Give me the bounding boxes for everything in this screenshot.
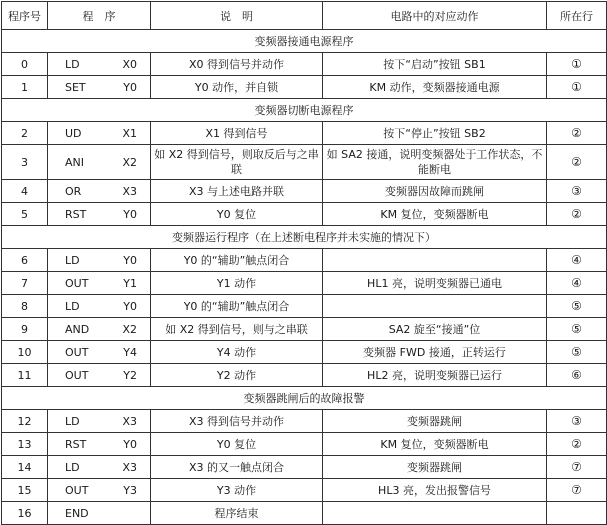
description: Y3 动作: [151, 479, 323, 502]
table-row: [2, 122, 607, 145]
circuit-action: KM 复位，变频器断电: [323, 203, 547, 226]
instruction: LD: [65, 253, 80, 267]
description: Y1 动作: [151, 272, 323, 295]
line-number: ①: [547, 76, 607, 99]
description: Y0 的“辅助”触点闭合: [151, 295, 323, 318]
instruction: OR: [65, 184, 82, 198]
instruction: LD: [65, 460, 80, 474]
table-body: [2, 30, 607, 525]
description: X0 得到信号并动作: [151, 53, 323, 76]
circuit-action: 变频器因故障而跳闸: [323, 180, 547, 203]
table-row: [2, 272, 607, 295]
program-cell: [48, 433, 151, 456]
line-number: ⑦: [547, 479, 607, 502]
header-description: 说 明: [151, 2, 323, 30]
operand: X3: [122, 414, 137, 428]
line-number: ②: [547, 203, 607, 226]
line-number: ⑥: [547, 364, 607, 387]
program-cell: [48, 502, 151, 525]
circuit-action: 按下“停止”按钮 SB2: [323, 122, 547, 145]
program-cell: [48, 203, 151, 226]
program-cell: [48, 53, 151, 76]
description: 如 X2 得到信号，则与之串联: [151, 318, 323, 341]
instruction: LD: [65, 414, 80, 428]
header-program: 程 序: [48, 2, 151, 30]
program-number: 0: [2, 53, 48, 76]
operand: Y2: [123, 368, 137, 382]
operand: X2: [122, 322, 137, 336]
instruction: AND: [65, 322, 90, 336]
operand: Y0: [123, 80, 137, 94]
instruction: OUT: [65, 483, 89, 497]
program-cell: [48, 364, 151, 387]
description: X1 得到信号: [151, 122, 323, 145]
table-row: [2, 53, 607, 76]
circuit-action: 变频器跳闸: [323, 456, 547, 479]
instruction: OUT: [65, 368, 89, 382]
description: Y4 动作: [151, 341, 323, 364]
description: Y0 的“辅助”触点闭合: [151, 249, 323, 272]
program-cell: [48, 122, 151, 145]
line-number: ③: [547, 410, 607, 433]
instruction: UD: [65, 126, 82, 140]
line-number: ②: [547, 145, 607, 180]
program-number: 5: [2, 203, 48, 226]
section-header-row: [2, 387, 607, 410]
section-header-row: [2, 99, 607, 122]
description: X3 得到信号并动作: [151, 410, 323, 433]
description: Y0 复位: [151, 433, 323, 456]
description: X3 的又一触点闭合: [151, 456, 323, 479]
program-number: 4: [2, 180, 48, 203]
table-row: [2, 456, 607, 479]
operand: X0: [122, 57, 137, 71]
circuit-action: HL1 亮，说明变频器已通电: [323, 272, 547, 295]
program-number: 9: [2, 318, 48, 341]
header-program-number: 程序号: [2, 2, 48, 30]
circuit-action: HL2 亮，说明变频器已运行: [323, 364, 547, 387]
circuit-action: HL3 亮，发出报警信号: [323, 479, 547, 502]
circuit-action: SA2 旋至“接通”位: [323, 318, 547, 341]
program-number: 6: [2, 249, 48, 272]
program-cell: [48, 341, 151, 364]
line-number: ④: [547, 272, 607, 295]
line-number: ⑤: [547, 341, 607, 364]
description: Y2 动作: [151, 364, 323, 387]
description: Y0 复位: [151, 203, 323, 226]
line-number: ④: [547, 249, 607, 272]
description: 如 X2 得到信号，则取反后与之串联: [151, 145, 323, 180]
circuit-action: 变频器跳闸: [323, 410, 547, 433]
instruction: ANI: [65, 155, 84, 169]
table-row: [2, 180, 607, 203]
table-row: [2, 502, 607, 525]
instruction: RST: [65, 207, 87, 221]
header-line: 所在行: [547, 2, 607, 30]
program-cell: [48, 249, 151, 272]
table-row: [2, 364, 607, 387]
operand: Y4: [123, 345, 137, 359]
program-cell: [48, 410, 151, 433]
plc-program-table: [1, 1, 607, 525]
section-title: 变频器切断电源程序: [2, 99, 607, 122]
section-title: 变频器接通电源程序: [2, 30, 607, 53]
program-cell: [48, 318, 151, 341]
instruction: END: [65, 506, 89, 520]
operand: Y0: [123, 253, 137, 267]
operand: Y3: [123, 483, 137, 497]
program-cell: [48, 145, 151, 180]
operand: X1: [122, 126, 137, 140]
table-row: [2, 145, 607, 180]
line-number: ⑤: [547, 295, 607, 318]
section-title: 变频器跳闸后的故障报警: [2, 387, 607, 410]
program-number: 2: [2, 122, 48, 145]
circuit-action: [323, 249, 547, 272]
table-row: [2, 76, 607, 99]
program-cell: [48, 295, 151, 318]
section-title: 变频器运行程序（在上述断电程序并未实施的情况下）: [2, 226, 607, 249]
program-number: 11: [2, 364, 48, 387]
program-number: 1: [2, 76, 48, 99]
circuit-action: KM 动作，变频器接通电源: [323, 76, 547, 99]
program-number: 14: [2, 456, 48, 479]
table-row: [2, 295, 607, 318]
description: 程序结束: [151, 502, 323, 525]
operand: Y1: [123, 276, 137, 290]
header-circuit-action: 电路中的对应动作: [323, 2, 547, 30]
operand: Y0: [123, 207, 137, 221]
program-number: 8: [2, 295, 48, 318]
operand: Y0: [123, 437, 137, 451]
circuit-action: [323, 295, 547, 318]
table-row: [2, 410, 607, 433]
instruction: LD: [65, 299, 80, 313]
description: X3 与上述电路并联: [151, 180, 323, 203]
program-number: 3: [2, 145, 48, 180]
instruction: LD: [65, 57, 80, 71]
operand: X3: [122, 460, 137, 474]
section-header-row: [2, 226, 607, 249]
program-cell: [48, 180, 151, 203]
program-number: 16: [2, 502, 48, 525]
operand: X2: [122, 155, 137, 169]
line-number: ⑦: [547, 456, 607, 479]
program-number: 12: [2, 410, 48, 433]
program-number: 13: [2, 433, 48, 456]
line-number: ⑤: [547, 318, 607, 341]
operand: Y0: [123, 299, 137, 313]
header-row: [2, 2, 607, 30]
instruction: OUT: [65, 276, 89, 290]
program-number: 10: [2, 341, 48, 364]
program-number: 7: [2, 272, 48, 295]
line-number: ③: [547, 180, 607, 203]
section-header-row: [2, 30, 607, 53]
table-row: [2, 433, 607, 456]
program-cell: [48, 76, 151, 99]
operand: X3: [122, 184, 137, 198]
circuit-action: [323, 502, 547, 525]
line-number: ②: [547, 433, 607, 456]
program-cell: [48, 456, 151, 479]
table-row: [2, 249, 607, 272]
instruction: RST: [65, 437, 87, 451]
circuit-action: 如 SA2 接通，说明变频器处于工作状态，不能断电: [323, 145, 547, 180]
program-cell: [48, 479, 151, 502]
instruction: SET: [65, 80, 86, 94]
line-number: [547, 502, 607, 525]
circuit-action: 变频器 FWD 接通，正转运行: [323, 341, 547, 364]
table-row: [2, 203, 607, 226]
circuit-action: KM 复位，变频器断电: [323, 433, 547, 456]
description: Y0 动作，并自锁: [151, 76, 323, 99]
program-number: 15: [2, 479, 48, 502]
table-row: [2, 341, 607, 364]
table-row: [2, 479, 607, 502]
program-cell: [48, 272, 151, 295]
circuit-action: 按下“启动”按钮 SB1: [323, 53, 547, 76]
line-number: ②: [547, 122, 607, 145]
line-number: ①: [547, 53, 607, 76]
table-row: [2, 318, 607, 341]
instruction: OUT: [65, 345, 89, 359]
